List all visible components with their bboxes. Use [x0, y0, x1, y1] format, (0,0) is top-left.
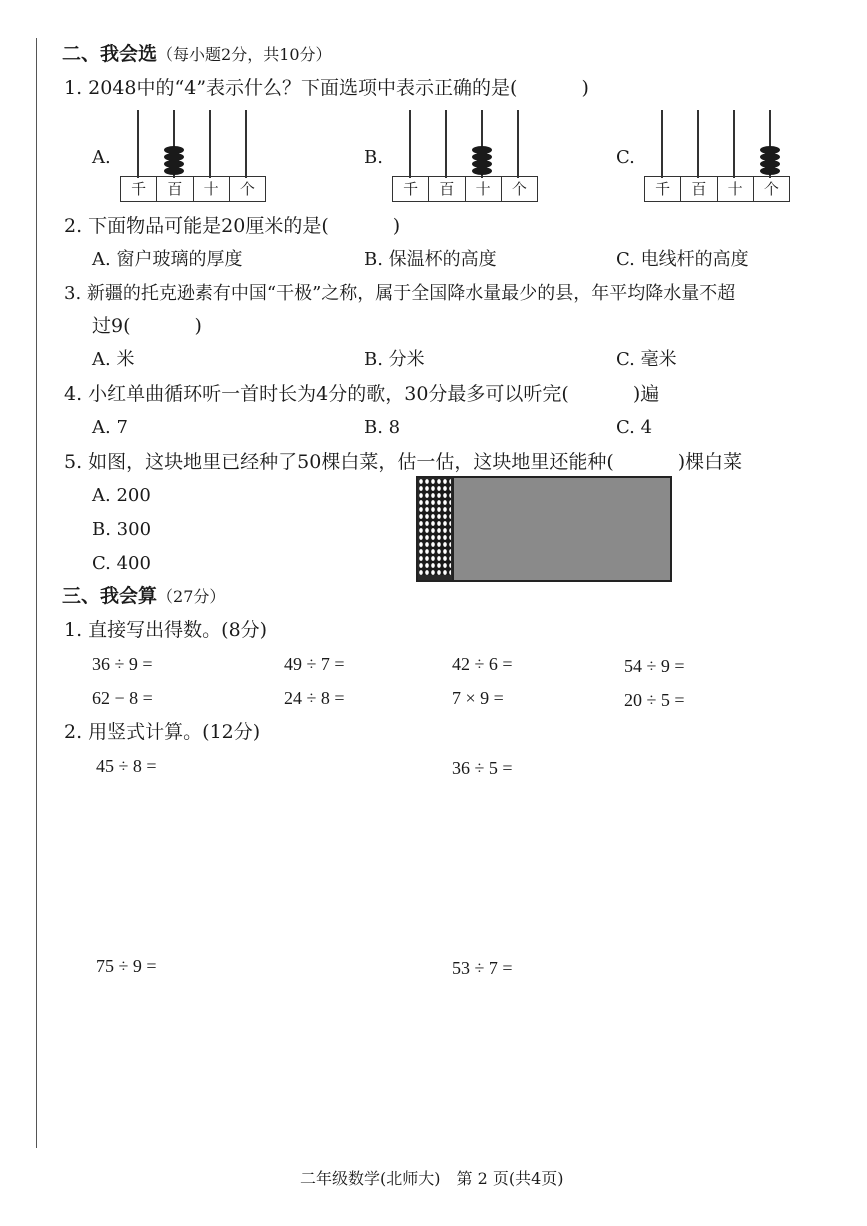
- place-label: 十: [466, 177, 502, 201]
- page-footer: 二年级数学(北师大) 第 2 页(共4页): [300, 1169, 564, 1188]
- vertical-calc-item[interactable]: 45 ÷ 8 =: [96, 756, 157, 776]
- abacus-option-b: [392, 110, 540, 206]
- section-2-heading: [62, 42, 332, 67]
- option-b[interactable]: B. 300: [92, 519, 152, 540]
- bracket-close: ): [581, 77, 589, 99]
- oral-calc-item[interactable]: 42 ÷ 6 =: [452, 654, 513, 674]
- abacus-rod-tens: [733, 110, 735, 178]
- question-1-text: 1. 2048中的“4”表示什么？下面选项中表示正确的是(: [64, 77, 518, 99]
- place-value-box: [392, 176, 538, 202]
- bracket-close: )棵白菜: [677, 451, 743, 473]
- question-1: [64, 76, 589, 100]
- abacus-bead: [760, 167, 780, 175]
- question-4: [64, 382, 659, 406]
- oral-calc-item[interactable]: 7 × 9 =: [452, 688, 504, 708]
- place-label: 十: [718, 177, 754, 201]
- abacus-rod-hundreds: [697, 110, 699, 178]
- bracket-close: ): [194, 315, 202, 337]
- option-b[interactable]: B. 分米: [364, 349, 425, 370]
- cabbage-field-image: [416, 476, 672, 582]
- question-2: [64, 214, 400, 238]
- abacus-bead: [164, 167, 184, 175]
- place-label: 千: [121, 177, 157, 201]
- question-5: [64, 450, 742, 474]
- option-a[interactable]: A. 7: [92, 417, 128, 438]
- option-b[interactable]: B. 8: [364, 417, 401, 438]
- option-a[interactable]: A. 窗户玻璃的厚度: [92, 249, 243, 270]
- abacus-rod-ones: [517, 110, 519, 178]
- place-label: 百: [681, 177, 717, 201]
- abacus-rod-thousands: [661, 110, 663, 178]
- option-c-letter[interactable]: C.: [616, 147, 635, 168]
- place-label: 十: [194, 177, 230, 201]
- option-b-letter[interactable]: B.: [364, 147, 383, 168]
- place-value-box: [120, 176, 266, 202]
- vertical-calc-item[interactable]: 53 ÷ 7 =: [452, 958, 513, 978]
- option-c[interactable]: C. 400: [92, 553, 151, 574]
- option-c[interactable]: C. 4: [616, 417, 653, 438]
- option-c[interactable]: C. 电线杆的高度: [616, 249, 749, 270]
- option-a[interactable]: A. 200: [92, 485, 151, 506]
- section-3-question-2: 2. 用竖式计算。(12分): [64, 721, 261, 743]
- abacus-rod-tens: [209, 110, 211, 178]
- bracket-close: )遍: [632, 383, 660, 405]
- abacus-option-c: [644, 110, 792, 206]
- place-label: 千: [645, 177, 681, 201]
- question-3-line-1: 3. 新疆的托克逊素有中国“干极”之称，属于全国降水量最少的县，年平均降水量不超: [64, 283, 736, 304]
- cabbage-pattern: [418, 478, 452, 576]
- abacus-rod-thousands: [409, 110, 411, 178]
- abacus-rod-thousands: [137, 110, 139, 178]
- section-2-score-note: （每小题2分，共10分）: [157, 45, 332, 64]
- abacus-option-a: [120, 110, 268, 206]
- abacus-rod-hundreds: [445, 110, 447, 178]
- oral-calc-item[interactable]: 62 − 8 =: [92, 688, 153, 708]
- question-5-text: 5. 如图，这块地里已经种了50棵白菜，估一估，这块地里还能种(: [64, 451, 614, 473]
- place-label: 个: [511, 180, 527, 198]
- oral-calc-item[interactable]: 54 ÷ 9 =: [624, 656, 685, 676]
- question-2-text: 2. 下面物品可能是20厘米的是(: [64, 215, 329, 237]
- section-3-title: 三、我会算: [62, 585, 158, 607]
- option-b[interactable]: B. 保温杯的高度: [364, 249, 497, 270]
- section-3-score-note: （27分）: [157, 587, 226, 606]
- place-label: 百: [157, 177, 193, 201]
- oral-calc-item[interactable]: 49 ÷ 7 =: [284, 654, 345, 674]
- place-label: 千: [393, 177, 429, 201]
- planted-cabbage-area: [418, 478, 454, 580]
- oral-calc-item[interactable]: 36 ÷ 9 =: [92, 654, 153, 674]
- option-a-letter[interactable]: A.: [92, 147, 111, 168]
- section-2-title: 二、我会选: [62, 43, 158, 65]
- section-3-question-1: 1. 直接写出得数。(8分): [64, 619, 268, 641]
- place-label: 个: [763, 180, 779, 198]
- binding-margin-line: [36, 38, 37, 1148]
- option-c[interactable]: C. 毫米: [616, 349, 677, 370]
- vertical-calc-item[interactable]: 75 ÷ 9 =: [96, 956, 157, 976]
- place-label: 百: [429, 177, 465, 201]
- oral-calc-item[interactable]: 20 ÷ 5 =: [624, 690, 685, 710]
- question-3-text: 过9(: [92, 315, 131, 337]
- question-3-line-2: [92, 314, 202, 338]
- vertical-calc-item[interactable]: 36 ÷ 5 =: [452, 758, 513, 778]
- abacus-rod-ones: [245, 110, 247, 178]
- place-value-box: [644, 176, 790, 202]
- abacus-bead: [472, 167, 492, 175]
- section-3-heading: [62, 584, 225, 609]
- place-label: 个: [239, 180, 255, 198]
- oral-calc-item[interactable]: 24 ÷ 8 =: [284, 688, 345, 708]
- option-a[interactable]: A. 米: [92, 349, 135, 370]
- bracket-close: ): [392, 215, 401, 237]
- question-4-text: 4. 小红单曲循环听一首时长为4分的歌，30分最多可以听完(: [64, 383, 569, 405]
